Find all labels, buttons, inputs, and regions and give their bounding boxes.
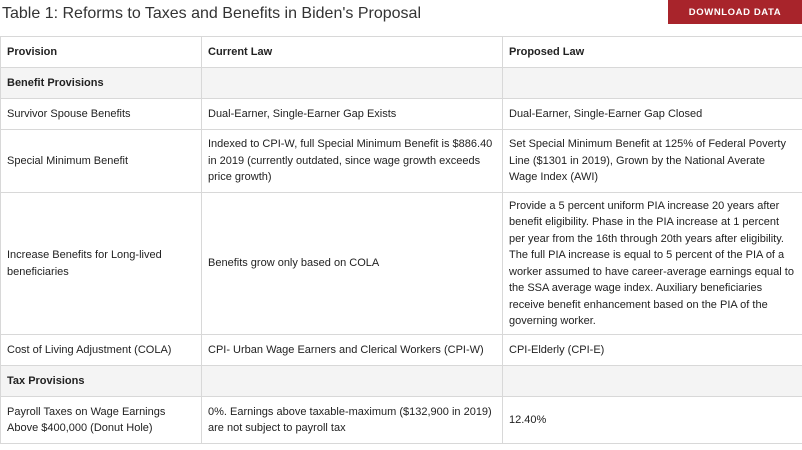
- download-data-button[interactable]: DOWNLOAD DATA: [668, 0, 802, 24]
- section-label-tax: Tax Provisions: [1, 366, 202, 397]
- section-row-tax: [1, 366, 802, 397]
- table-row: [1, 130, 802, 193]
- reforms-table: [0, 36, 802, 444]
- header-proposed-law: Proposed Law: [503, 37, 802, 68]
- section-empty-cell: [202, 366, 503, 397]
- table-row: [1, 99, 802, 130]
- section-row-benefit: [1, 68, 802, 99]
- cell-proposed-law: 12.40%: [503, 397, 802, 444]
- cell-current-law: 0%. Earnings above taxable-maximum ($132,900 in 2019) are not subject to payroll tax: [202, 397, 503, 444]
- cell-current-law: CPI- Urban Wage Earners and Clerical Workers (CPI-W): [202, 335, 503, 366]
- cell-current-law: Indexed to CPI-W, full Special Minimum Benefit is $886.40 in 2019 (currently outdated, since wage growth exceeds price growth): [202, 130, 503, 193]
- table-title: Table 1: Reforms to Taxes and Benefits in Biden's Proposal: [2, 5, 421, 22]
- section-empty-cell: [503, 366, 802, 397]
- cell-proposed-law: Dual-Earner, Single-Earner Gap Closed: [503, 99, 802, 130]
- table-row: [1, 193, 802, 335]
- cell-current-law: Benefits grow only based on COLA: [202, 193, 503, 335]
- cell-proposed-law: Provide a 5 percent uniform PIA increase 20 years after benefit eligibility. Phase in the PIA increase at 1 percent per year from the 16th through 20th years after eligibility. The full PIA increase is equal to 5 percent of the PIA of a worker assumed to have career-average earnings equal to the SSA average wage index. Auxiliary beneficiaries receive benefit enhancement based on the PIA of the governing worker.: [503, 193, 802, 335]
- table-row: [1, 397, 802, 444]
- cell-current-law: Dual-Earner, Single-Earner Gap Exists: [202, 99, 503, 130]
- cell-provision: Payroll Taxes on Wage Earnings Above $400,000 (Donut Hole): [1, 397, 202, 444]
- cell-provision: Special Minimum Benefit: [1, 130, 202, 193]
- header: [0, 0, 802, 36]
- header-current-law: Current Law: [202, 37, 503, 68]
- section-empty-cell: [202, 68, 503, 99]
- table-header-row: [1, 37, 802, 68]
- cell-provision: Increase Benefits for Long-lived beneficiaries: [1, 193, 202, 335]
- cell-provision: Cost of Living Adjustment (COLA): [1, 335, 202, 366]
- section-empty-cell: [503, 68, 802, 99]
- cell-provision: Survivor Spouse Benefits: [1, 99, 202, 130]
- cell-proposed-law: Set Special Minimum Benefit at 125% of Federal Poverty Line ($1301 in 2019), Grown by the National Averate Wage Index (AWI): [503, 130, 802, 193]
- section-label-benefit: Benefit Provisions: [1, 68, 202, 99]
- cell-proposed-law: CPI-Elderly (CPI-E): [503, 335, 802, 366]
- header-provision: Provision: [1, 37, 202, 68]
- table-row: [1, 335, 802, 366]
